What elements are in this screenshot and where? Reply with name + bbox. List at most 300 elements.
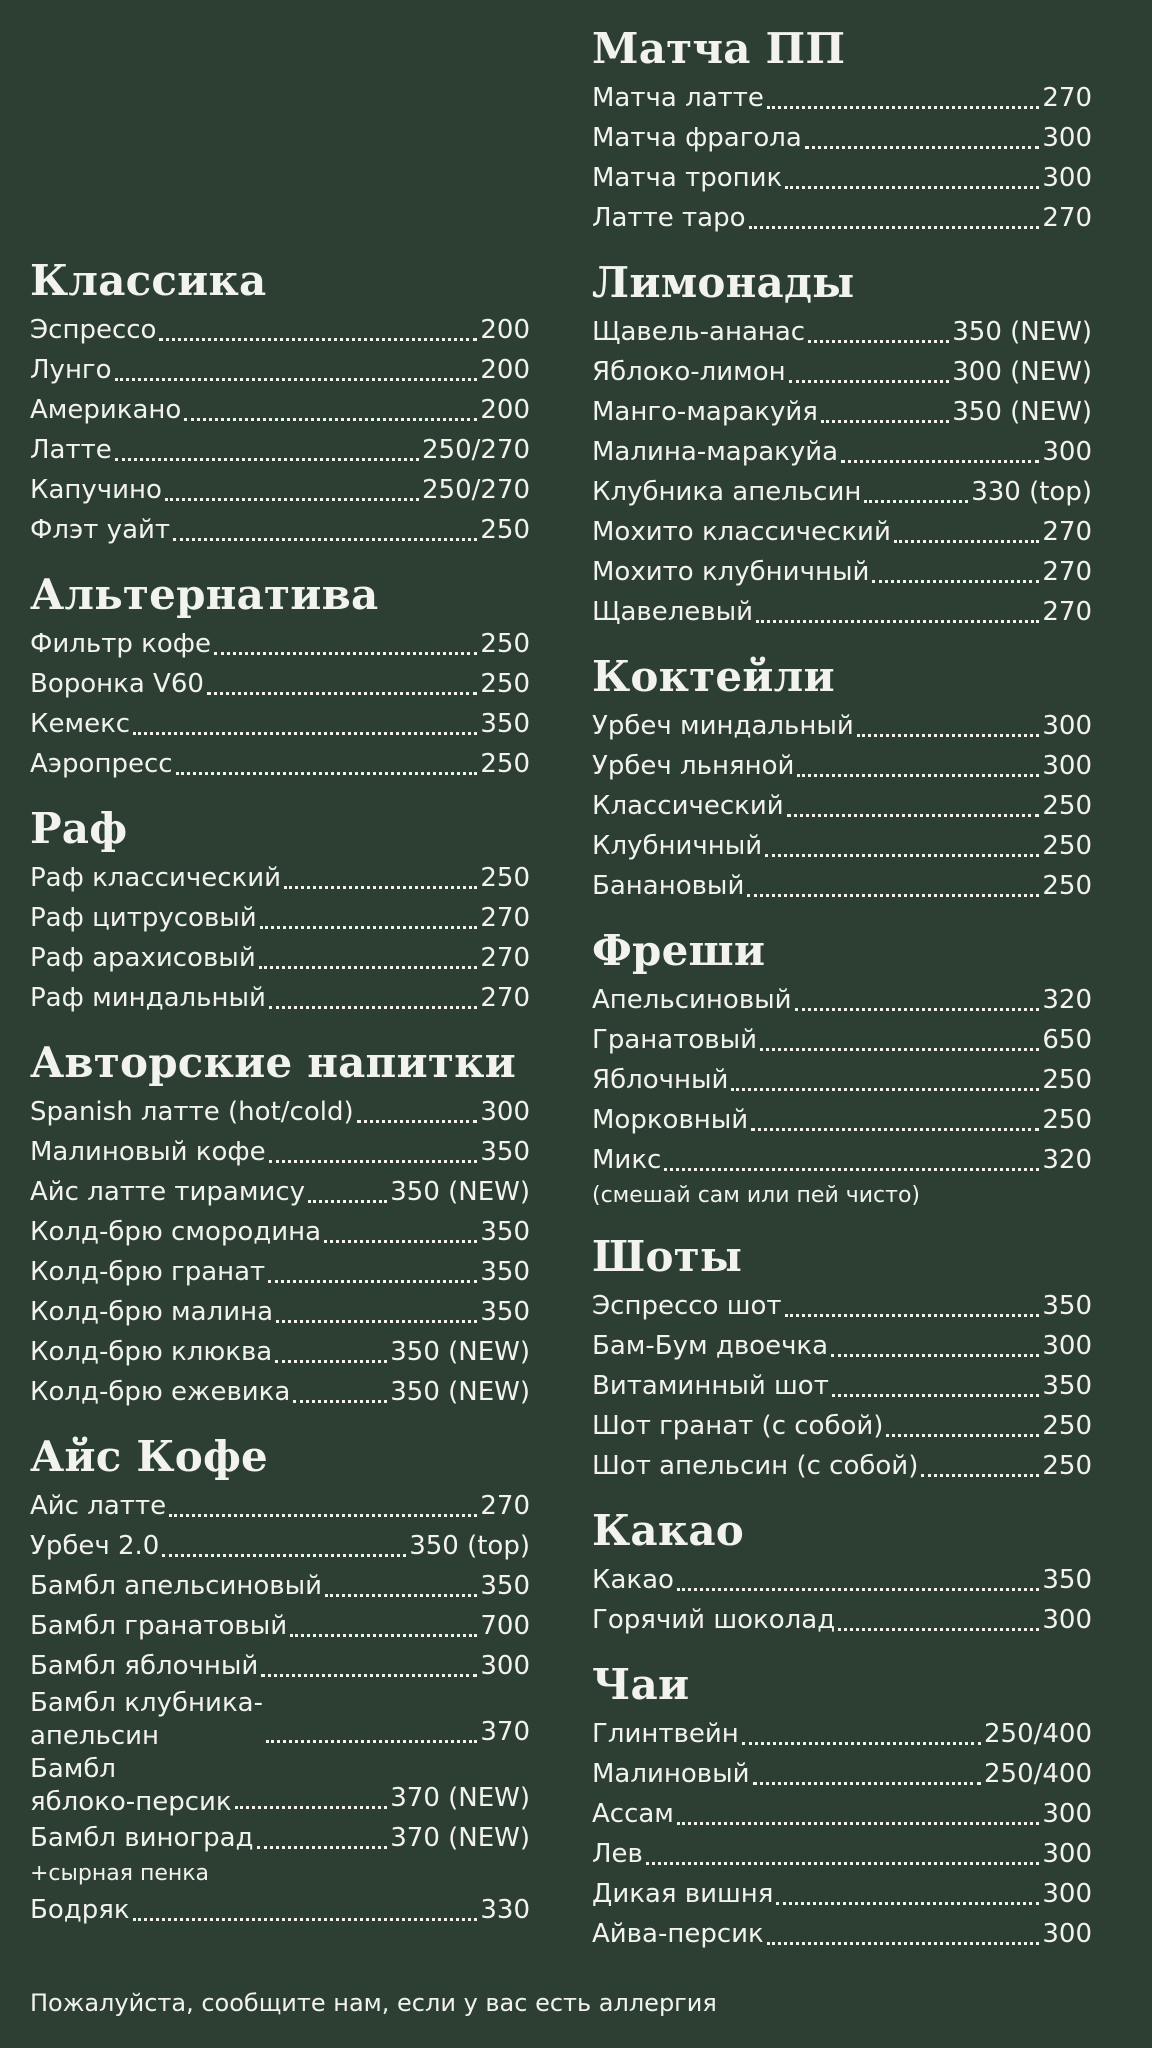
menu-item	[592, 158, 1092, 198]
menu-item	[30, 1172, 530, 1212]
allergy-notice: Пожалуйста, сообщите нам, если у вас есть аллергия	[30, 1989, 717, 2017]
menu-section	[592, 1228, 1092, 1486]
menu-item-price: 320	[1042, 985, 1092, 1015]
section-title: Айс Кофе	[30, 1432, 268, 1481]
menu-item	[30, 1252, 530, 1292]
section-gap	[30, 1412, 530, 1428]
section-title: Чаи	[592, 1660, 690, 1709]
dot-leader	[646, 1862, 1039, 1865]
dot-leader	[259, 966, 478, 969]
menu-item-price: 300	[480, 1097, 530, 1127]
menu-item-name: Фильтр кофе	[30, 629, 211, 659]
menu-item-price: 250	[1042, 1065, 1092, 1095]
menu-item-name: Мохито клубничный	[592, 557, 870, 587]
menu-item-name: Матча фрагола	[592, 123, 802, 153]
dot-leader	[731, 1088, 1039, 1091]
section-title: Фреши	[592, 926, 766, 975]
dot-leader	[742, 1742, 981, 1745]
section-title: Раф	[30, 804, 128, 853]
dot-leader	[831, 1354, 1039, 1357]
menu-item-name-line2: яблоко-персик	[30, 1787, 232, 1817]
dot-leader	[133, 732, 477, 735]
menu-item-price: 270	[480, 983, 530, 1013]
menu-item-name: Апельсиновый	[592, 985, 792, 1015]
menu-item-name: Spanish латте (hot/cold)	[30, 1097, 354, 1127]
section-title: Классика	[30, 256, 267, 305]
menu-item-price: 300	[1042, 1331, 1092, 1361]
menu-item-name: Матча тропик	[592, 163, 783, 193]
menu-item	[592, 980, 1092, 1020]
menu-item-name: Раф классический	[30, 863, 281, 893]
dot-leader	[785, 186, 1039, 189]
menu-item-price: 300	[1042, 163, 1092, 193]
menu-item-price: 250	[1042, 1411, 1092, 1441]
menu-item-price: 200	[480, 355, 530, 385]
menu-item	[592, 432, 1092, 472]
dot-leader	[787, 814, 1040, 817]
menu-item	[592, 592, 1092, 632]
menu-item	[592, 866, 1092, 906]
menu-item	[30, 1606, 530, 1646]
dot-leader	[767, 1942, 1040, 1945]
menu-item-name: Латте таро	[592, 203, 746, 233]
menu-item-price: 350 (NEW)	[952, 317, 1092, 347]
menu-item	[592, 1834, 1092, 1874]
menu-item-name: Глинтвейн	[592, 1719, 739, 1749]
menu-item	[592, 1100, 1092, 1140]
menu-item	[592, 1560, 1092, 1600]
menu-item	[30, 898, 530, 938]
menu-item-price: 350	[480, 1137, 530, 1167]
dot-leader	[872, 580, 1039, 583]
menu-item	[592, 472, 1092, 512]
dot-leader	[921, 1474, 1039, 1477]
section-gap	[592, 238, 1092, 254]
dot-leader	[795, 1008, 1040, 1011]
menu-item-price: 300	[1042, 711, 1092, 741]
menu-item	[30, 1332, 530, 1372]
menu-item-price: 270	[1042, 203, 1092, 233]
dot-leader	[269, 1006, 477, 1009]
menu-item-name: Какао	[592, 1565, 674, 1595]
menu-item	[592, 1286, 1092, 1326]
menu-item-price: 200	[480, 395, 530, 425]
menu-item-price: 250/400	[983, 1759, 1092, 1789]
menu-item	[30, 1212, 530, 1252]
dot-leader	[753, 1782, 981, 1785]
menu-item-price: 270	[1042, 517, 1092, 547]
dot-leader	[677, 1588, 1039, 1591]
menu-section	[30, 1034, 530, 1412]
menu-item-price: 270	[480, 1491, 530, 1521]
dot-leader	[838, 1628, 1039, 1631]
menu-item-name: Щавелевый	[592, 597, 754, 627]
menu-item	[30, 430, 530, 470]
menu-item	[592, 1406, 1092, 1446]
menu-item-name: Ассам	[592, 1799, 674, 1829]
dot-leader	[165, 498, 419, 501]
menu-item-name: Малина-маракуйа	[592, 437, 839, 467]
menu-item-price: 330 (top)	[971, 477, 1092, 507]
menu-item-name: Флэт уайт	[30, 515, 171, 545]
menu-item	[30, 1646, 530, 1686]
dot-leader	[184, 418, 477, 421]
menu-item-name: Витаминный шот	[592, 1371, 829, 1401]
menu-item-price: 250	[480, 629, 530, 659]
menu-item-price: 270	[480, 903, 530, 933]
menu-item	[592, 1446, 1092, 1486]
dot-leader	[207, 692, 477, 695]
dot-leader	[821, 420, 949, 423]
menu-item-price: 350 (top)	[409, 1531, 530, 1561]
menu-item-name: Клубничный	[592, 831, 763, 861]
menu-item-price: 270	[1042, 83, 1092, 113]
menu-item	[30, 1486, 530, 1526]
menu-item-name: Колд-брю смородина	[30, 1217, 322, 1247]
section-gap	[592, 1212, 1092, 1228]
menu-item-price: 350 (NEW)	[952, 397, 1092, 427]
menu-item-price: 300	[1042, 1799, 1092, 1829]
menu-item-price: 300	[1042, 1839, 1092, 1869]
menu-item	[592, 198, 1092, 238]
menu-item-price: 350	[480, 1297, 530, 1327]
dot-leader	[749, 226, 1040, 229]
dot-leader	[214, 652, 477, 655]
menu-item-name: Бодряк	[30, 1895, 130, 1925]
dot-leader	[751, 1128, 1039, 1131]
menu-item	[592, 1754, 1092, 1794]
menu-item-name: Воронка V60	[30, 669, 204, 699]
menu-item-price: 350	[480, 1217, 530, 1247]
menu-item	[30, 1890, 530, 1930]
menu-item	[592, 1366, 1092, 1406]
dot-leader	[808, 340, 949, 343]
menu-item-name: Микс	[592, 1145, 662, 1175]
dot-leader	[235, 1806, 388, 1809]
menu-item	[30, 1132, 530, 1172]
menu-item	[30, 470, 530, 510]
menu-item-price: 300	[1042, 751, 1092, 781]
menu-item-name: Гранатовый	[592, 1025, 758, 1055]
section-title: Альтернатива	[30, 570, 379, 619]
menu-item	[592, 118, 1092, 158]
menu-item-price: 350	[1042, 1565, 1092, 1595]
menu-item-price: 250	[480, 515, 530, 545]
menu-item-price: 370 (NEW)	[390, 1823, 530, 1853]
dot-leader	[324, 1240, 477, 1243]
section-gap	[30, 1018, 530, 1034]
dot-leader	[760, 1048, 1039, 1051]
dot-leader	[894, 540, 1040, 543]
dot-leader	[805, 146, 1040, 149]
section-title: Шоты	[592, 1232, 743, 1281]
menu-item	[30, 1752, 530, 1818]
menu-column-left	[30, 0, 530, 1930]
menu-item	[30, 664, 530, 704]
menu-item	[592, 392, 1092, 432]
dot-leader	[162, 1554, 406, 1557]
menu-item-price: 700	[480, 1611, 530, 1641]
menu-item-name: Клубника апельсин	[592, 477, 862, 507]
menu-item-price: 350	[480, 1257, 530, 1287]
dot-leader	[677, 1822, 1039, 1825]
menu-section	[592, 648, 1092, 906]
dot-leader	[785, 1314, 1040, 1317]
menu-item-price: 250	[1042, 831, 1092, 861]
dot-leader	[290, 1634, 477, 1637]
menu-item	[592, 786, 1092, 826]
menu-item-name: Эспрессо	[30, 315, 157, 345]
menu-item-name: Аэропресс	[30, 749, 173, 779]
menu-item-price: 350	[1042, 1371, 1092, 1401]
section-gap	[592, 632, 1092, 648]
menu-item	[30, 978, 530, 1018]
dot-leader	[133, 1918, 478, 1921]
menu-item-price: 370 (NEW)	[390, 1783, 530, 1813]
dot-leader	[756, 620, 1039, 623]
menu-item-price: 300	[1042, 1879, 1092, 1909]
menu-item-price: 650	[1042, 1025, 1092, 1055]
menu-item-name: Урбеч миндальный	[592, 711, 854, 741]
dot-leader	[266, 1740, 477, 1743]
menu-item	[30, 624, 530, 664]
menu-item-name: Колд-брю клюква	[30, 1337, 273, 1367]
menu-item	[592, 1020, 1092, 1060]
menu-item	[30, 390, 530, 430]
menu-item	[30, 1092, 530, 1132]
menu-item	[30, 704, 530, 744]
menu-section	[30, 566, 530, 784]
menu-item	[30, 1526, 530, 1566]
menu-item-name: Кемекс	[30, 709, 131, 739]
dot-leader	[261, 1674, 477, 1677]
dot-leader	[857, 734, 1040, 737]
menu-item-price: 300	[1042, 437, 1092, 467]
menu-item	[592, 1874, 1092, 1914]
menu-item	[30, 1818, 530, 1858]
dot-leader	[257, 1846, 388, 1849]
menu-item-name: Бам-Бум двоечка	[592, 1331, 829, 1361]
menu-item-name: Морковный	[592, 1105, 749, 1135]
menu-item-name: Раф миндальный	[30, 983, 266, 1013]
menu-item-name: Урбеч 2.0	[30, 1531, 160, 1561]
menu-item	[592, 1060, 1092, 1100]
menu-item-name: Манго-маракуйя	[592, 397, 818, 427]
menu-section	[592, 1502, 1092, 1640]
menu-item-price: 270	[1042, 557, 1092, 587]
menu-item-name: Лев	[592, 1839, 643, 1869]
menu-section	[592, 922, 1092, 1212]
menu-item-price: 200	[480, 315, 530, 345]
menu-item-name: Американо	[30, 395, 182, 425]
section-title: Какао	[592, 1506, 744, 1555]
menu-item-name: Бамбл гранатовый	[30, 1611, 288, 1641]
menu-item	[592, 78, 1092, 118]
menu-item-name: Раф арахисовый	[30, 943, 256, 973]
section-gap	[30, 784, 530, 800]
menu-item	[30, 1566, 530, 1606]
menu-item	[30, 1372, 530, 1412]
menu-item	[30, 350, 530, 390]
dot-leader	[767, 106, 1039, 109]
menu-item	[592, 552, 1092, 592]
dot-leader	[308, 1200, 387, 1203]
menu-item-price: 370	[480, 1717, 530, 1747]
menu-item-price: 320	[1042, 1145, 1092, 1175]
menu-section	[30, 252, 530, 550]
menu-item-price: 250	[480, 863, 530, 893]
section-title: Лимонады	[592, 258, 855, 307]
menu-item	[592, 312, 1092, 352]
dot-leader	[276, 1320, 477, 1323]
menu-item-name: Малиновый кофе	[30, 1137, 266, 1167]
section-gap	[592, 1640, 1092, 1656]
menu-item-price: 350 (NEW)	[390, 1377, 530, 1407]
menu-item-price: 300	[480, 1651, 530, 1681]
dot-leader	[776, 1902, 1039, 1905]
dot-leader	[832, 1394, 1040, 1397]
dot-leader	[765, 854, 1039, 857]
menu-item-price: 250/270	[421, 475, 530, 505]
menu-item-name: Раф цитрусовый	[30, 903, 257, 933]
dot-leader	[268, 1280, 477, 1283]
dot-leader	[293, 1400, 387, 1403]
dot-leader	[159, 338, 477, 341]
menu-item	[592, 1914, 1092, 1954]
menu-item-price: 300	[1042, 123, 1092, 153]
menu-item-name: Бамбл апельсиновый	[30, 1571, 323, 1601]
dot-leader	[260, 926, 478, 929]
menu-item-price: 350	[1042, 1291, 1092, 1321]
menu-item-name: Бамбл виноград	[30, 1823, 254, 1853]
menu-item-price: 250	[1042, 791, 1092, 821]
menu-item-price: 250	[1042, 1451, 1092, 1481]
menu-item-name: Колд-брю гранат	[30, 1257, 266, 1287]
dot-leader	[269, 1160, 478, 1163]
dot-leader	[841, 460, 1039, 463]
menu-item-price: 250	[1042, 871, 1092, 901]
dot-leader	[173, 538, 477, 541]
menu-item-name: Щавель-ананас	[592, 317, 806, 347]
section-title: Матча ПП	[592, 24, 846, 73]
menu-item	[30, 1686, 530, 1752]
menu-item-name: Банановый	[592, 871, 745, 901]
dot-leader	[664, 1168, 1039, 1171]
section-gap	[30, 550, 530, 566]
section-title: Коктейли	[592, 652, 835, 701]
menu-item-name: Айва-персик	[592, 1919, 764, 1949]
dot-leader	[275, 1360, 387, 1363]
dot-leader	[115, 458, 419, 461]
menu-item-name-line1: Бамбл клубника-	[30, 1688, 263, 1718]
menu-item-name: Малиновый	[592, 1759, 750, 1789]
menu-section	[592, 254, 1092, 632]
menu-item-price: 250	[1042, 1105, 1092, 1135]
menu-item-name: Латте	[30, 435, 112, 465]
dot-leader	[864, 500, 968, 503]
menu-item-name: Яблочный	[592, 1065, 729, 1095]
menu-item-name: Колд-брю ежевика	[30, 1377, 291, 1407]
menu-item	[592, 512, 1092, 552]
menu-column-right	[592, 0, 1092, 1954]
menu-item	[592, 826, 1092, 866]
menu-item-price: 250/270	[421, 435, 530, 465]
menu-item-name: Эспрессо шот	[592, 1291, 782, 1321]
dot-leader	[176, 772, 478, 775]
section-gap	[592, 906, 1092, 922]
menu-item	[30, 510, 530, 550]
menu-item-name: Бамбл яблочный	[30, 1651, 259, 1681]
menu-item	[592, 746, 1092, 786]
dot-leader	[789, 380, 950, 383]
menu-item-name: Айс латте тирамису	[30, 1177, 306, 1207]
menu-item-price: 300 (NEW)	[952, 357, 1092, 387]
menu-item-name: Яблоко-лимон	[592, 357, 786, 387]
menu-item	[30, 1292, 530, 1332]
menu-item-name: Мохито классический	[592, 517, 891, 547]
menu-item-name: Капучино	[30, 475, 162, 505]
menu-item	[30, 310, 530, 350]
menu-item-name	[30, 1752, 232, 1818]
menu-item-price: 330	[480, 1895, 530, 1925]
menu-item-price: 350 (NEW)	[390, 1177, 530, 1207]
menu-item-price: 350 (NEW)	[390, 1337, 530, 1367]
menu-note: +сырная пенка	[30, 1861, 210, 1886]
menu-item-price: 250	[480, 669, 530, 699]
menu-item-name: Урбеч льняной	[592, 751, 795, 781]
dot-leader	[886, 1434, 1039, 1437]
menu-item-price: 270	[480, 943, 530, 973]
section-gap	[592, 1486, 1092, 1502]
menu-item-price: 350	[480, 709, 530, 739]
menu-item	[592, 1794, 1092, 1834]
dot-leader	[747, 894, 1039, 897]
dot-leader	[284, 886, 477, 889]
dot-leader	[357, 1120, 478, 1123]
dot-leader	[169, 1514, 477, 1517]
menu-item	[592, 1140, 1092, 1180]
menu-item	[592, 1714, 1092, 1754]
menu-item	[592, 706, 1092, 746]
menu-item-price: 350	[480, 1571, 530, 1601]
menu-item-price: 250	[480, 749, 530, 779]
menu-item	[30, 858, 530, 898]
menu-section	[592, 1656, 1092, 1954]
section-title: Авторские напитки	[30, 1038, 516, 1087]
dot-leader	[797, 774, 1039, 777]
menu-item	[592, 1600, 1092, 1640]
menu-section	[30, 800, 530, 1018]
menu-item-name: Матча латте	[592, 83, 764, 113]
menu-item-name-line1: Бамбл	[30, 1754, 117, 1784]
menu-item-name: Шот гранат (с собой)	[592, 1411, 884, 1441]
dot-leader	[115, 378, 478, 381]
menu-item-name: Лунго	[30, 355, 112, 385]
menu-item-name: Колд-брю малина	[30, 1297, 274, 1327]
menu-item-name: Горячий шоколад	[592, 1605, 836, 1635]
menu-item-name: Классический	[592, 791, 784, 821]
dot-leader	[325, 1594, 477, 1597]
menu-item-name-line2: апельсин	[30, 1721, 160, 1751]
menu-item-price: 270	[1042, 597, 1092, 627]
menu-item-name: Шот апельсин (с собой)	[592, 1451, 919, 1481]
menu-item-name: Дикая вишня	[592, 1879, 774, 1909]
menu-note: (смешай сам или пей чисто)	[592, 1183, 920, 1208]
menu-item	[30, 744, 530, 784]
menu-item	[30, 938, 530, 978]
menu-item-price: 300	[1042, 1919, 1092, 1949]
menu-item-price: 300	[1042, 1605, 1092, 1635]
